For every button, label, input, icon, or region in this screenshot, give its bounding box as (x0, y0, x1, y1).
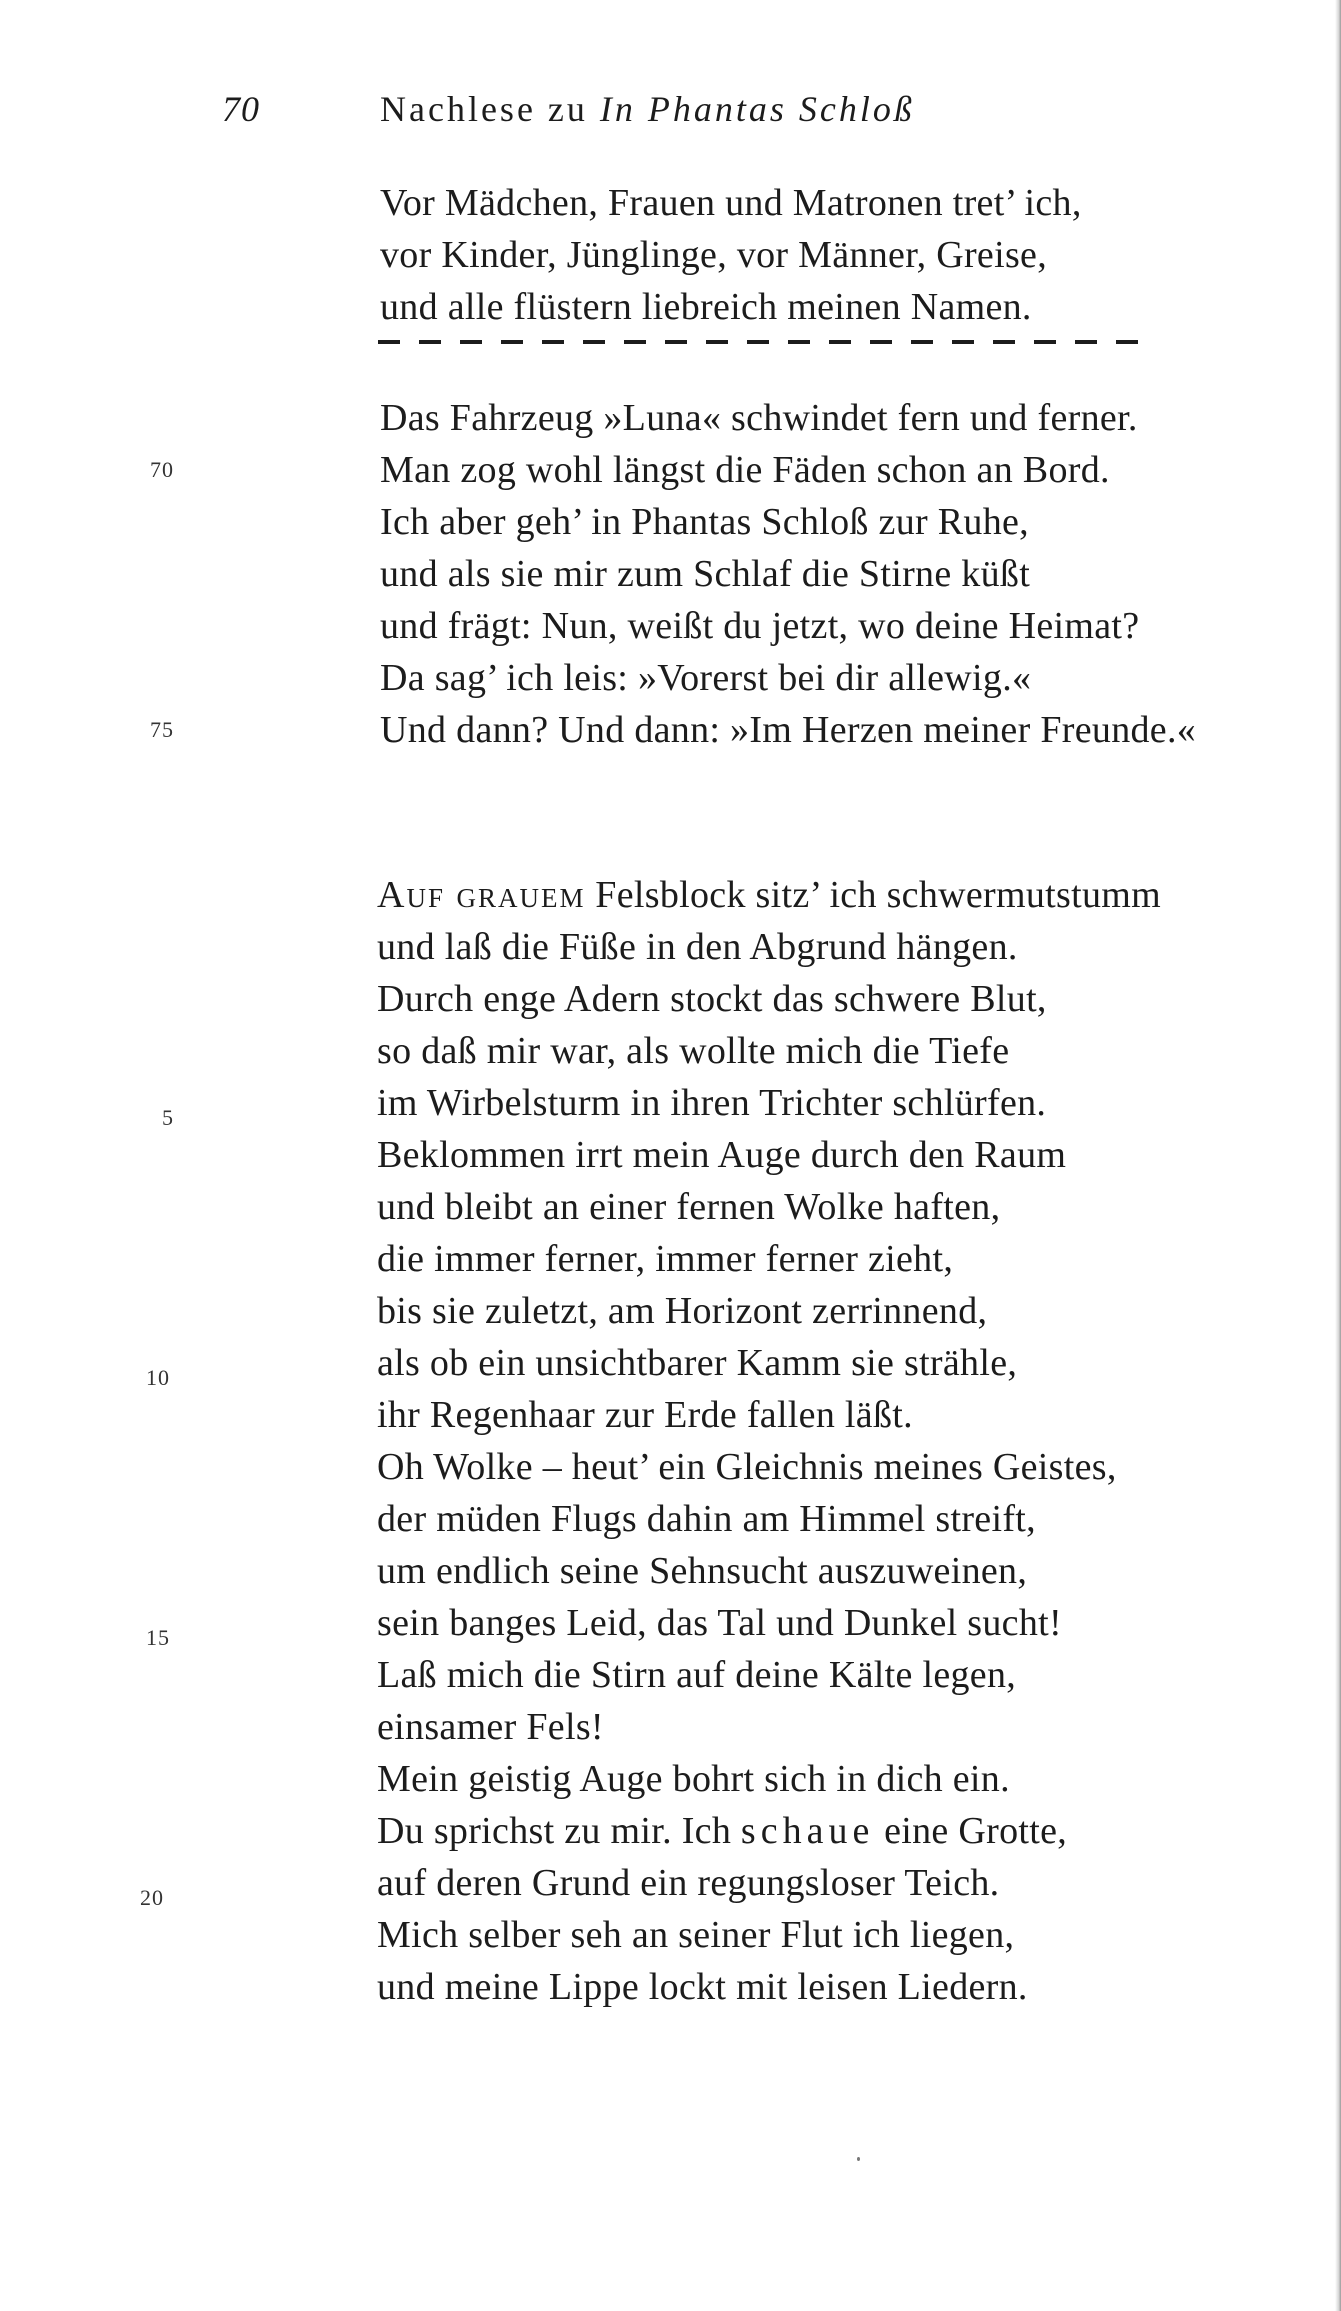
page-number: 70 (222, 89, 260, 129)
line-part: Du sprichst zu mir. Ich (377, 1810, 741, 1852)
first-line-rest: Felsblock sitz’ ich schwermutstumm (585, 874, 1161, 916)
line-number: 75 (150, 717, 174, 742)
verse-line: im Wirbelsturm in ihren Trichter schlürfen. (377, 1082, 1047, 1124)
verse-line: Da sag’ ich leis: »Vorerst bei dir allewig.« (380, 657, 1032, 699)
omission-dash-rule (378, 340, 1148, 344)
verse-line: Man zog wohl längst die Fäden schon an Bord. (380, 449, 1110, 491)
verse-line-first (377, 870, 1161, 920)
verse-line: ihr Regenhaar zur Erde fallen läßt. (377, 1394, 913, 1436)
line-part: eine Grotte, (874, 1810, 1068, 1852)
verse-line: die immer ferner, immer ferner zieht, (377, 1238, 954, 1280)
line-number: 70 (150, 457, 174, 482)
verse-line: so daß mir war, als wollte mich die Tiefe (377, 1030, 1010, 1072)
verse-line: und bleibt an einer fernen Wolke haften, (377, 1186, 1001, 1228)
verse-line: Ich aber geh’ in Phantas Schloß zur Ruhe, (380, 501, 1029, 543)
verse-line: und meine Lippe lockt mit leisen Liedern. (377, 1966, 1028, 2008)
verse-line: und als sie mir zum Schlaf die Stirne küßt (380, 553, 1031, 595)
running-head (380, 88, 915, 130)
verse-line: und frägt: Nun, weißt du jetzt, wo deine Heimat? (380, 605, 1140, 647)
spaced-word: schaue (740, 1810, 875, 1852)
verse-line: Das Fahrzeug »Luna« schwindet fern und ferner. (380, 397, 1138, 439)
line-number: 20 (140, 1885, 164, 1910)
verse-line: und laß die Füße in den Abgrund hängen. (377, 926, 1018, 968)
verse-line: auf deren Grund ein regungsloser Teich. (377, 1862, 1000, 1904)
verse-line: Beklommen irrt mein Auge durch den Raum (377, 1134, 1067, 1176)
page-edge-shadow (1335, 0, 1341, 2311)
verse-line: einsamer Fels! (377, 1706, 604, 1748)
verse-line: Laß mich die Stirn auf deine Kälte legen, (377, 1654, 1017, 1696)
verse-line: Und dann? Und dann: »Im Herzen meiner Freunde.« (380, 709, 1197, 751)
first-words-smallcaps: Auf grauem (377, 874, 586, 916)
verse-line: und alle flüstern liebreich meinen Namen. (380, 286, 1032, 328)
verse-line: vor Kinder, Jünglinge, vor Männer, Greise, (380, 234, 1048, 276)
verse-line-spaced (377, 1806, 1067, 1856)
paper-speck (857, 2157, 860, 2161)
verse-line: Durch enge Adern stockt das schwere Blut, (377, 978, 1047, 1020)
verse-line: Mein geistig Auge bohrt sich in dich ein. (377, 1758, 1010, 1800)
verse-line: sein banges Leid, das Tal und Dunkel sucht! (377, 1602, 1062, 1644)
verse-line: der müden Flugs dahin am Himmel streift, (377, 1498, 1036, 1540)
line-number: 5 (162, 1105, 174, 1130)
line-number: 10 (146, 1365, 170, 1390)
verse-line: Vor Mädchen, Frauen und Matronen tret’ ich, (380, 182, 1082, 224)
verse-line: um endlich seine Sehnsucht auszuweinen, (377, 1550, 1028, 1592)
verse-line: bis sie zuletzt, am Horizont zerrinnend, (377, 1290, 988, 1332)
line-number: 15 (146, 1625, 170, 1650)
verse-line: Mich selber seh an seiner Flut ich liegen, (377, 1914, 1015, 1956)
verse-line: als ob ein unsichtbarer Kamm sie strähle, (377, 1342, 1018, 1384)
running-head-prefix: Nachlese zu (380, 89, 588, 129)
verse-line: Oh Wolke – heut’ ein Gleichnis meines Geistes, (377, 1446, 1117, 1488)
running-head-title: In Phantas Schloß (599, 89, 915, 129)
